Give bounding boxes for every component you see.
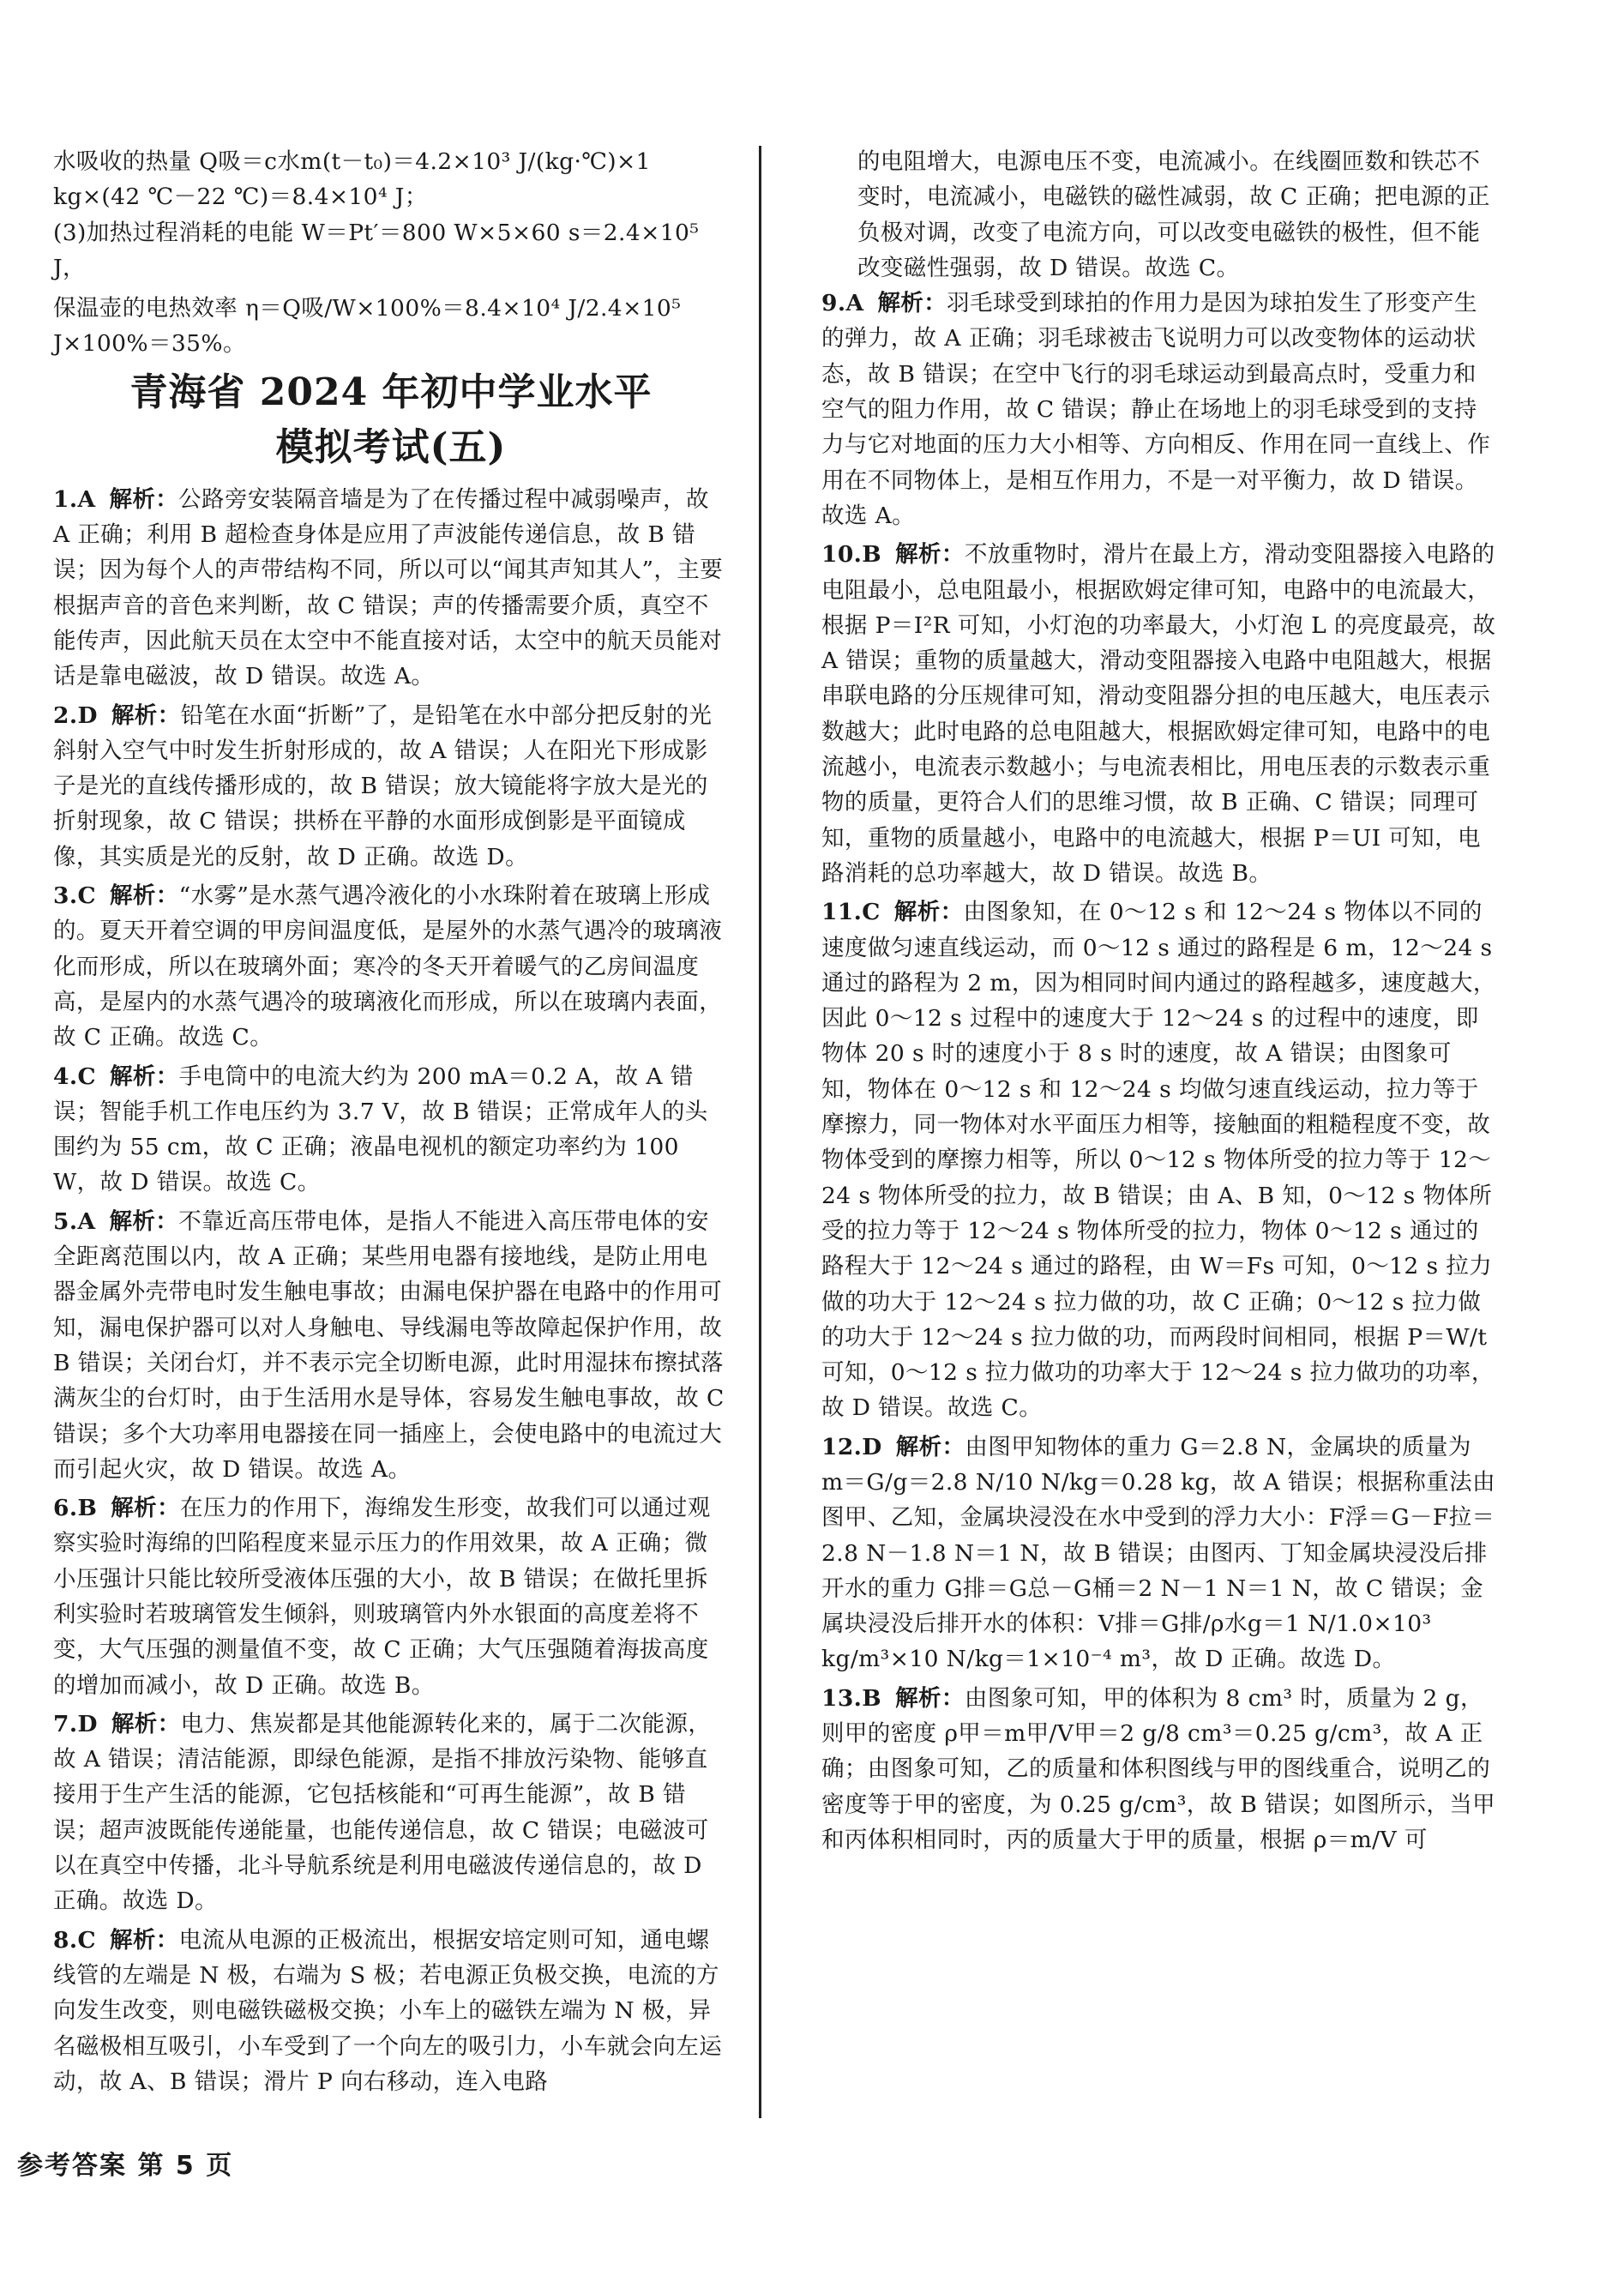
question-9 — [821, 286, 1497, 533]
question-10 — [821, 537, 1497, 891]
question-8-continuation: 的电阻增大，电源电压不变，电流减小。在线圈匝数和铁芯不变时，电流减小，电磁铁的磁性减弱，故 C 正确；把电源的正负极对调，改变了电流方向，可以改变电磁铁的极性，但不能改变磁性强弱，故 D 错误。故选 C。 — [857, 148, 1490, 281]
analysis-label: 解析： — [111, 701, 181, 729]
question-8 — [53, 1923, 729, 2099]
question-text: 公路旁安装隔音墙是为了在传播过程中减弱噪声，故 A 正确；利用 B 超检查身体是应用了声波能传递信息，故 B 错误；因为每个人的声带结构不同，所以可以“闻其声知其人”，主要根据声音的音色来判断，故 C 错误；声的传播需要介质，真空不能传声，因此航天员在太空中不能直接对话，太空中的航天员能对话是靠电磁波，故 D 错误。故选 A。 — [53, 485, 724, 690]
question-text: 由图甲知物体的重力 G＝2.8 N，金属块的质量为 m＝G/g＝2.8 N/10 N/kg＝0.28 kg，故 A 错误；根据称重法由图甲、乙知，金属块浸没在水中受到的浮力大小：F浮＝G－F拉＝2.8 N－1.8 N＝1 N，故 B 错误；由图丙、丁知金属块浸没后排开水的重力 G排＝G总－G桶＝2 N－1 N＝1 N，故 C 错误；金属块浸没后排开水的体积：V排＝G排/ρ水g＝1 N/1.0×10³ kg/m³×10 N/kg＝1×10⁻⁴ m³，故 D 正确。故选 D。 — [821, 1433, 1495, 1673]
question-12 — [821, 1430, 1497, 1677]
question-number: 5.A — [53, 1207, 96, 1235]
question-5 — [53, 1204, 729, 1487]
right-column — [821, 144, 1497, 1861]
question-2 — [53, 698, 729, 875]
question-number: 1.A — [53, 485, 96, 513]
question-number: 12.D — [821, 1433, 882, 1460]
exam-title-line-2: 模拟考试(五) — [275, 424, 507, 469]
question-4 — [53, 1059, 729, 1201]
question-1 — [53, 482, 729, 695]
analysis-label: 解析： — [895, 1684, 965, 1712]
question-text: 不放重物时，滑片在最上方，滑动变阻器接入电路的电阻最小，总电阻最小，根据欧姆定律可知，电路中的电流最大，根据 P＝I²R 可知，小灯泡的功率最大，小灯泡 L 的亮度最亮，故 A 错误；重物的质量越大，滑动变阻器接入电路中电阻越大，根据串联电路的分压规律可知，滑动变阻器分担的电压越大，电压表示数越大；此时电路的总电阻越大，根据欧姆定律可知，电路中的电流越小，电流表示数越小；与电流表相比，用电压表的示数表示重物的质量，更符合人们的思维习惯，故 B 正确、C 错误；同理可知，重物的质量越小，电路中的电流越大，根据 P＝UI 可知，电路消耗的总功率越大，故 D 错误。故选 B。 — [821, 541, 1496, 887]
analysis-label: 解析： — [895, 541, 965, 569]
intro-line-1: 水吸收的热量 Q吸＝c水m(t－t₀)＝4.2×10³ J/(kg·℃)×1 kg×(42 ℃－22 ℃)＝8.4×10⁴ J； — [53, 148, 651, 211]
question-11 — [821, 894, 1497, 1425]
question-7 — [53, 1707, 729, 1919]
analysis-label: 解析： — [109, 485, 179, 513]
question-number: 10.B — [821, 541, 882, 569]
question-number: 8.C — [53, 1926, 96, 1954]
question-text: 手电筒中的电流大约为 200 mA＝0.2 A，故 A 错误；智能手机工作电压约为 3.7 V，故 B 错误；正常成年人的头围约为 55 cm，故 C 正确；液晶电视机的额定功率约为 100 W，故 D 错误。故选 C。 — [53, 1063, 708, 1196]
question-text: 不靠近高压带电体，是指人不能进入高压带电体的安全距离范围以内，故 A 正确；某些用电器有接地线，是防止用电器金属外壳带电时发生触电事故；由漏电保护器在电路中的作用可知，漏电保护器可以对人身触电、导线漏电等故障起保护作用，故 B 错误；关闭台灯，并不表示完全切断电源，此时用湿抹布擦拭落满灰尘的台灯时，由于生活用水是导体，容易发生触电事故，故 C 错误；多个大功率用电器接在同一插座上，会使电路中的电流过大而引起火灾，故 D 错误。故选 A。 — [53, 1207, 725, 1483]
question-6 — [53, 1490, 729, 1703]
analysis-label: 解析： — [895, 1433, 965, 1460]
question-13 — [821, 1681, 1497, 1857]
intro-line-2: (3)加热过程消耗的电能 W＝Pt′＝800 W×5×60 s＝2.4×10⁵ J， — [53, 219, 700, 281]
question-number: 9.A — [821, 290, 864, 317]
analysis-label: 解析： — [893, 899, 964, 926]
analysis-label: 解析： — [111, 1710, 181, 1737]
analysis-label: 解析： — [109, 1926, 179, 1954]
column-divider — [759, 146, 761, 2118]
question-text: “水雾”是水蒸气遇冷液化的小水珠附着在玻璃上形成的。夏天开着空调的甲房间温度低，是屋外的水蒸气遇冷的玻璃液化而形成，所以在玻璃外面；寒冷的冬天开着暖气的乙房间温度高，是屋内的水蒸气遇冷的玻璃液化而形成，所以在玻璃内表面，故 C 正确。故选 C。 — [53, 882, 723, 1051]
question-text: 在压力的作用下，海绵发生形变，故我们可以通过观察实验时海绵的凹陷程度来显示压力的作用效果，故 A 正确；微小压强计只能比较所受液体压强的大小，故 B 错误；在做托里拆利实验时若玻璃管发生倾斜，则玻璃管内外水银面的高度差将不变，大气压强的测量值不变，故 C 正确；大气压强随着海拔高度的增加而减小，故 D 正确。故选 B。 — [53, 1495, 711, 1699]
question-text: 由图象知，在 0～12 s 和 12～24 s 物体以不同的速度做匀速直线运动，而 0～12 s 通过的路程是 6 m，12～24 s 通过的路程为 2 m，因为相同时间内通过的路程越多，速度越大，因此 0～12 s 过程中的速度大于 12～24 s 的过程中的速度，即物体 20 s 时的速度小于 8 s 时的速度，故 A 错误；由图象可知，物体在 0～12 s 和 12～24 s 均做匀速直线运动，拉力等于摩擦力，同一物体对水平面压力相等，接触面的粗糙程度不变，故物体受到的摩擦力相等，所以 0～12 s 物体所受的拉力等于 12～24 s 物体所受的拉力，故 B 错误；由 A、B 知，0～12 s 物体所受的拉力等于 12～24 s 物体所受的拉力，物体 0～12 s 通过的路程大于 12～24 s 通过的路程，由 W＝Fs 可知，0～12 s 拉力做的功大于 12～24 s 拉力做的功，故 C 正确；0～12 s 拉力做的功大于 12～24 s 拉力做的功，而两段时间相同，根据 P＝W/t 可知，0～12 s 拉力做功的功率大于 12～24 s 拉力做功的功率，故 D 错误。故选 C。 — [821, 899, 1496, 1422]
question-number: 7.D — [53, 1710, 98, 1737]
exam-title — [53, 365, 729, 475]
question-number: 2.D — [53, 701, 98, 729]
question-text: 羽毛球受到球拍的作用力是因为球拍发生了形变产生的弹力，故 A 正确；羽毛球被击飞说明力可以改变物体的运动状态，故 B 错误；在空中飞行的羽毛球运动到最高点时，受重力和空气的阻力作用，故 C 错误；静止在场地上的羽毛球受到的支持力与它对地面的压力大小相等、方向相反、作用在同一直线上、作用在不同物体上，是相互作用力，不是一对平衡力，故 D 错误。故选 A。 — [821, 290, 1491, 529]
question-number: 6.B — [53, 1495, 98, 1522]
analysis-label: 解析： — [109, 882, 179, 910]
exam-title-line-1: 青海省 2024 年初中学业水平 — [129, 370, 653, 414]
question-number: 11.C — [821, 899, 881, 926]
question-number: 13.B — [821, 1684, 882, 1712]
analysis-label: 解析： — [109, 1063, 179, 1090]
intro-line-3: 保温壶的电热效率 η＝Q吸/W×100%＝8.4×10⁴ J/2.4×10⁵ J×100%＝35%。 — [53, 295, 682, 358]
analysis-label: 解析： — [109, 1207, 179, 1235]
analysis-label: 解析： — [877, 290, 947, 317]
question-number: 4.C — [53, 1063, 96, 1090]
question-text: 由图象可知，甲的体积为 8 cm³ 时，质量为 2 g，则甲的密度 ρ甲＝m甲/V甲＝2 g/8 cm³＝0.25 g/cm³，故 A 正确；由图象可知，乙的质量和体积图线与甲的图线重合，说明乙的密度等于甲的密度，为 0.25 g/cm³，故 B 错误；如图所示，当甲和丙体积相同时，丙的质量大于甲的质量，根据 ρ＝m/V 可 — [821, 1684, 1496, 1853]
question-text: 电力、焦炭都是其他能源转化来的，属于二次能源，故 A 错误；清洁能源，即绿色能源，是指不排放污染物、能够直接用于生产生活的能源，它包括核能和“可再生能源”，故 B 错误；超声波既能传递能量，也能传递信息，故 C 错误；电磁波可以在真空中传播，北斗导航系统是利用电磁波传递信息的，故 D 正确。故选 D。 — [53, 1710, 712, 1915]
page-footer: 参考答案 第 5 页 — [17, 2151, 234, 2181]
analysis-label: 解析： — [111, 1495, 180, 1522]
left-column — [53, 144, 729, 2103]
question-3 — [53, 878, 729, 1055]
question-number: 3.C — [53, 882, 96, 910]
question-text: 铅笔在水面“折断”了，是铅笔在水中部分把反射的光斜射入空气中时发生折射形成的，故 A 错误；人在阳光下形成影子是光的直线传播形成的，故 B 错误；放大镜能将字放大是光的折射现象，故 C 错误；拱桥在平静的水面形成倒影是平面镜成像，其实质是光的反射，故 D 正确。故选 D。 — [53, 701, 713, 870]
question-text: 电流从电源的正极流出，根据安培定则可知，通电螺线管的左端是 N 极，右端为 S 极；若电源正负极交换，电流的方向发生改变，则电磁铁磁极交换；小车上的磁铁左端为 N 极，异名磁极相互吸引，小车受到了一个向左的吸引力，小车就会向左运动，故 A、B 错误；滑片 P 向右移动，连入电路 — [53, 1926, 723, 2095]
